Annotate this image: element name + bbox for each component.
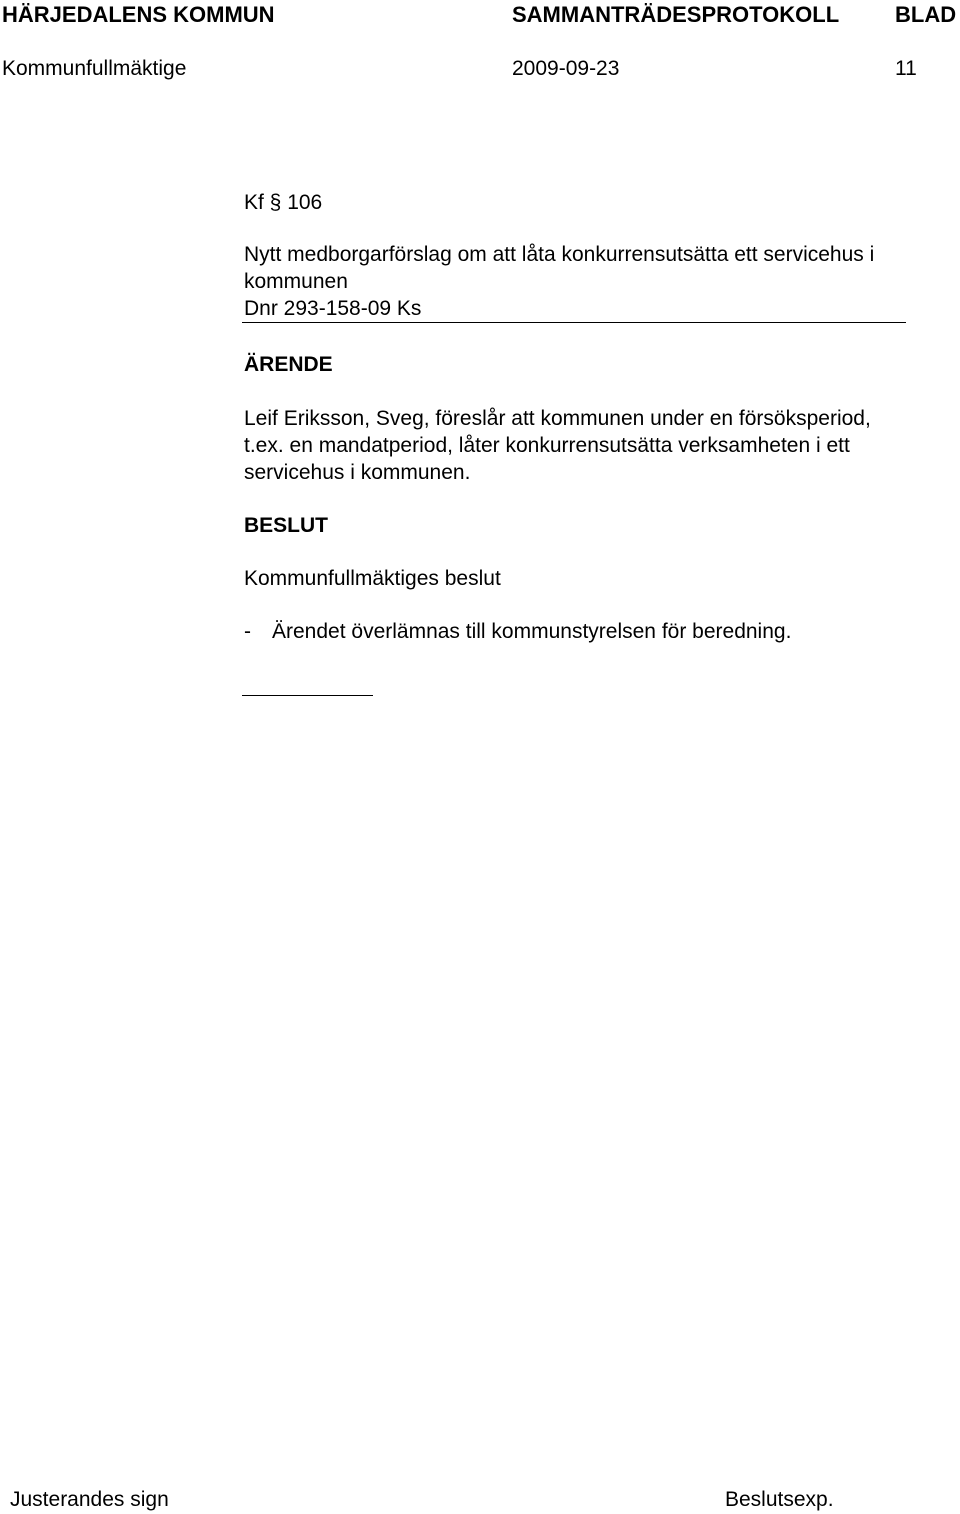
arende-paragraph bbox=[244, 405, 871, 486]
beslut-item-text: Ärendet överlämnas till kommunstyrelsen för beredning. bbox=[272, 620, 792, 643]
footer-justerandes-sign: Justerandes sign bbox=[10, 1488, 169, 1511]
beslut-subheading: Kommunfullmäktiges beslut bbox=[244, 567, 501, 590]
beslut-heading: BESLUT bbox=[244, 514, 328, 537]
beslut-item-dash: - bbox=[244, 620, 251, 643]
end-rule bbox=[242, 695, 373, 696]
page-label: BLAD bbox=[895, 2, 957, 27]
section-title-line-1: Nytt medborgarförslag om att låta konkurrensutsätta ett servicehus i bbox=[244, 243, 875, 266]
footer-beslutsexp: Beslutsexp. bbox=[725, 1488, 834, 1511]
arende-line-3: servicehus i kommunen. bbox=[244, 461, 471, 484]
diary-number: Dnr 293-158-09 Ks bbox=[244, 297, 422, 320]
section-title bbox=[244, 241, 874, 322]
arende-line-1: Leif Eriksson, Sveg, föreslår att kommunen under en försöksperiod, bbox=[244, 407, 871, 430]
meeting-date: 2009-09-23 bbox=[512, 57, 620, 80]
arende-heading: ÄRENDE bbox=[244, 353, 333, 376]
protocol-title: SAMMANTRÄDESPROTOKOLL bbox=[512, 2, 840, 27]
body-name: Kommunfullmäktige bbox=[2, 57, 187, 80]
municipality-name: HÄRJEDALENS KOMMUN bbox=[2, 2, 275, 27]
title-underline bbox=[242, 322, 906, 323]
section-title-line-2: kommunen bbox=[244, 270, 348, 293]
arende-line-2: t.ex. en mandatperiod, låter konkurrensutsätta verksamheten i ett bbox=[244, 434, 850, 457]
section-reference: Kf § 106 bbox=[244, 191, 323, 214]
page-number: 11 bbox=[895, 57, 917, 80]
